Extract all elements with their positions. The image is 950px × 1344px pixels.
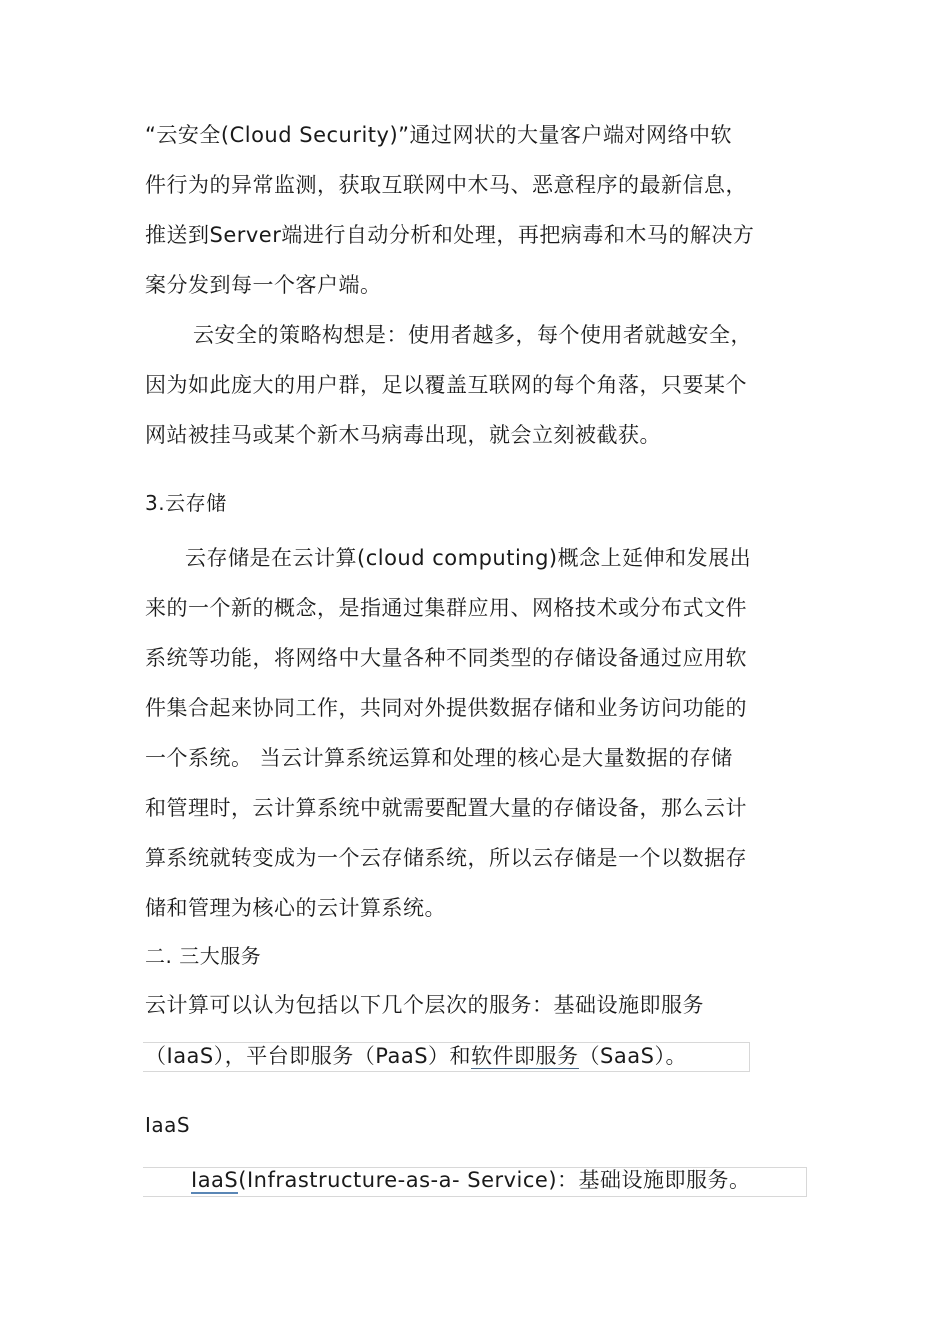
- paragraph-line: 一个系统。 当云计算系统运算和处理的核心是大量数据的存储: [145, 746, 733, 770]
- services-text: （SaaS）。: [578, 1044, 687, 1068]
- paragraph-line: 推送到Server端进行自动分析和处理，再把病毒和木马的解决方: [145, 223, 755, 247]
- section-heading-iaas: IaaS: [145, 1113, 191, 1137]
- services-text: （IaaS），平台即服务（PaaS）和: [145, 1044, 472, 1068]
- paragraph-line: 算系统就转变成为一个云存储系统，所以云存储是一个以数据存: [145, 846, 747, 870]
- paragraph-line: 系统等功能，将网络中大量各种不同类型的存储设备通过应用软: [145, 646, 747, 670]
- paragraph-line: 云安全的策略构想是：使用者越多，每个使用者就越安全，: [193, 323, 752, 347]
- paragraph-line: 和管理时，云计算系统中就需要配置大量的存储设备，那么云计: [145, 796, 747, 820]
- paragraph-line-iaas: [191, 1165, 811, 1195]
- section-heading-storage: 3.云存储: [145, 491, 227, 515]
- paragraph-line: 网站被挂马或某个新木马病毒出现，就会立刻被截获。: [145, 423, 661, 447]
- paragraph-line: 件集合起来协同工作，共同对外提供数据存储和业务访问功能的: [145, 696, 747, 720]
- paragraph-line: 因为如此庞大的用户群，足以覆盖互联网的每个角落，只要某个: [145, 373, 747, 397]
- iaas-link[interactable]: IaaS: [191, 1168, 239, 1192]
- paragraph-line: 储和管理为核心的云计算系统。: [145, 896, 446, 920]
- paragraph-line: 案分发到每一个客户端。: [145, 273, 382, 297]
- paragraph-line-services: [145, 1041, 810, 1071]
- saas-link[interactable]: 软件即服务: [471, 1044, 579, 1068]
- paragraph-line: 云存储是在云计算(cloud computing)概念上延伸和发展出: [185, 546, 752, 570]
- paragraph-line: “云安全(Cloud Security)”通过网状的大量客户端对网络中软: [145, 123, 733, 147]
- section-heading-services: 二. 三大服务: [145, 944, 262, 968]
- iaas-text: (Infrastructure-as-a- Service)：基础设施即服务。: [238, 1168, 751, 1192]
- paragraph-line: 来的一个新的概念，是指通过集群应用、网格技术或分布式文件: [145, 596, 747, 620]
- paragraph-line: 件行为的异常监测，获取互联网中木马、恶意程序的最新信息，: [145, 173, 747, 197]
- paragraph-line: 云计算可以认为包括以下几个层次的服务：基础设施即服务: [145, 993, 704, 1017]
